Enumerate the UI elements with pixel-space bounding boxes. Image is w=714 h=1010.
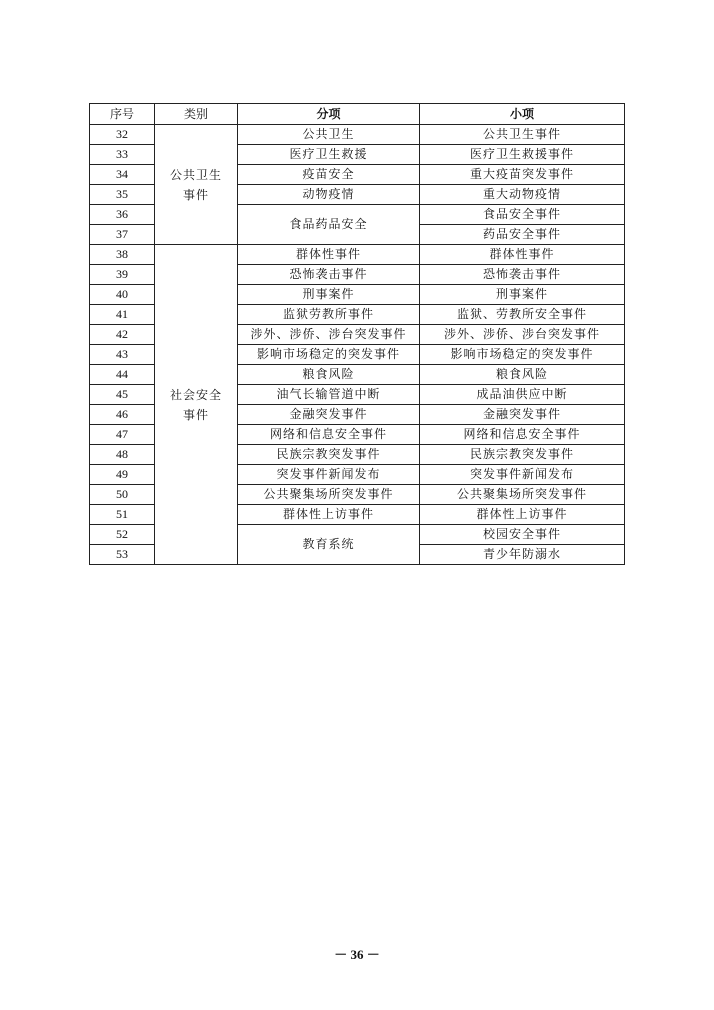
row-subitem: 重大疫苗突发事件 — [420, 165, 625, 185]
row-item: 动物疫情 — [238, 185, 420, 205]
row-subitem: 公共卫生事件 — [420, 125, 625, 145]
row-item: 涉外、涉侨、涉台突发事件 — [238, 325, 420, 345]
row-subitem: 重大动物疫情 — [420, 185, 625, 205]
row-subitem: 刑事案件 — [420, 285, 625, 305]
row-seq: 47 — [90, 425, 155, 445]
row-seq: 51 — [90, 505, 155, 525]
row-item: 民族宗教突发事件 — [238, 445, 420, 465]
row-subitem: 成品油供应中断 — [420, 385, 625, 405]
row-item: 教育系统 — [238, 525, 420, 565]
row-item: 粮食风险 — [238, 365, 420, 385]
row-item: 群体性上访事件 — [238, 505, 420, 525]
row-subitem: 突发事件新闻发布 — [420, 465, 625, 485]
row-subitem: 群体性上访事件 — [420, 505, 625, 525]
row-subitem: 粮食风险 — [420, 365, 625, 385]
row-subitem: 青少年防溺水 — [420, 545, 625, 565]
header-item: 分项 — [238, 104, 420, 125]
row-item: 疫苗安全 — [238, 165, 420, 185]
row-seq: 35 — [90, 185, 155, 205]
row-subitem: 涉外、涉侨、涉台突发事件 — [420, 325, 625, 345]
row-subitem: 民族宗教突发事件 — [420, 445, 625, 465]
table-header-row — [90, 104, 625, 125]
row-item: 公共聚集场所突发事件 — [238, 485, 420, 505]
row-seq: 48 — [90, 445, 155, 465]
row-seq: 32 — [90, 125, 155, 145]
row-item: 突发事件新闻发布 — [238, 465, 420, 485]
row-item: 医疗卫生救援 — [238, 145, 420, 165]
category-social-security: 社会安全事件 — [155, 245, 238, 565]
row-seq: 43 — [90, 345, 155, 365]
row-item: 刑事案件 — [238, 285, 420, 305]
row-subitem: 医疗卫生救援事件 — [420, 145, 625, 165]
row-seq: 33 — [90, 145, 155, 165]
row-seq: 52 — [90, 525, 155, 545]
classification-table — [89, 103, 625, 565]
row-seq: 42 — [90, 325, 155, 345]
row-item: 监狱劳教所事件 — [238, 305, 420, 325]
row-seq: 46 — [90, 405, 155, 425]
row-subitem: 药品安全事件 — [420, 225, 625, 245]
header-seq: 序号 — [90, 104, 155, 125]
row-seq: 34 — [90, 165, 155, 185]
category-public-health: 公共卫生事件 — [155, 125, 238, 245]
row-seq: 49 — [90, 465, 155, 485]
row-subitem: 校园安全事件 — [420, 525, 625, 545]
row-seq: 53 — [90, 545, 155, 565]
row-item: 油气长输管道中断 — [238, 385, 420, 405]
header-subitem: 小项 — [420, 104, 625, 125]
row-subitem: 影响市场稳定的突发事件 — [420, 345, 625, 365]
row-item: 食品药品安全 — [238, 205, 420, 245]
row-subitem: 公共聚集场所突发事件 — [420, 485, 625, 505]
header-category: 类别 — [155, 104, 238, 125]
row-subitem: 群体性事件 — [420, 245, 625, 265]
row-seq: 40 — [90, 285, 155, 305]
row-item: 公共卫生 — [238, 125, 420, 145]
row-seq: 36 — [90, 205, 155, 225]
row-seq: 44 — [90, 365, 155, 385]
row-seq: 50 — [90, 485, 155, 505]
row-item: 网络和信息安全事件 — [238, 425, 420, 445]
row-subitem: 恐怖袭击事件 — [420, 265, 625, 285]
row-seq: 38 — [90, 245, 155, 265]
row-seq: 37 — [90, 225, 155, 245]
row-seq: 39 — [90, 265, 155, 285]
row-subitem: 金融突发事件 — [420, 405, 625, 425]
table-row — [90, 245, 625, 265]
row-subitem: 监狱、劳教所安全事件 — [420, 305, 625, 325]
row-item: 影响市场稳定的突发事件 — [238, 345, 420, 365]
row-item: 金融突发事件 — [238, 405, 420, 425]
table-row — [90, 125, 625, 145]
page-number: － 36 － — [334, 947, 380, 962]
row-item: 恐怖袭击事件 — [238, 265, 420, 285]
row-seq: 41 — [90, 305, 155, 325]
row-seq: 45 — [90, 385, 155, 405]
row-subitem: 网络和信息安全事件 — [420, 425, 625, 445]
row-subitem: 食品安全事件 — [420, 205, 625, 225]
row-item: 群体性事件 — [238, 245, 420, 265]
